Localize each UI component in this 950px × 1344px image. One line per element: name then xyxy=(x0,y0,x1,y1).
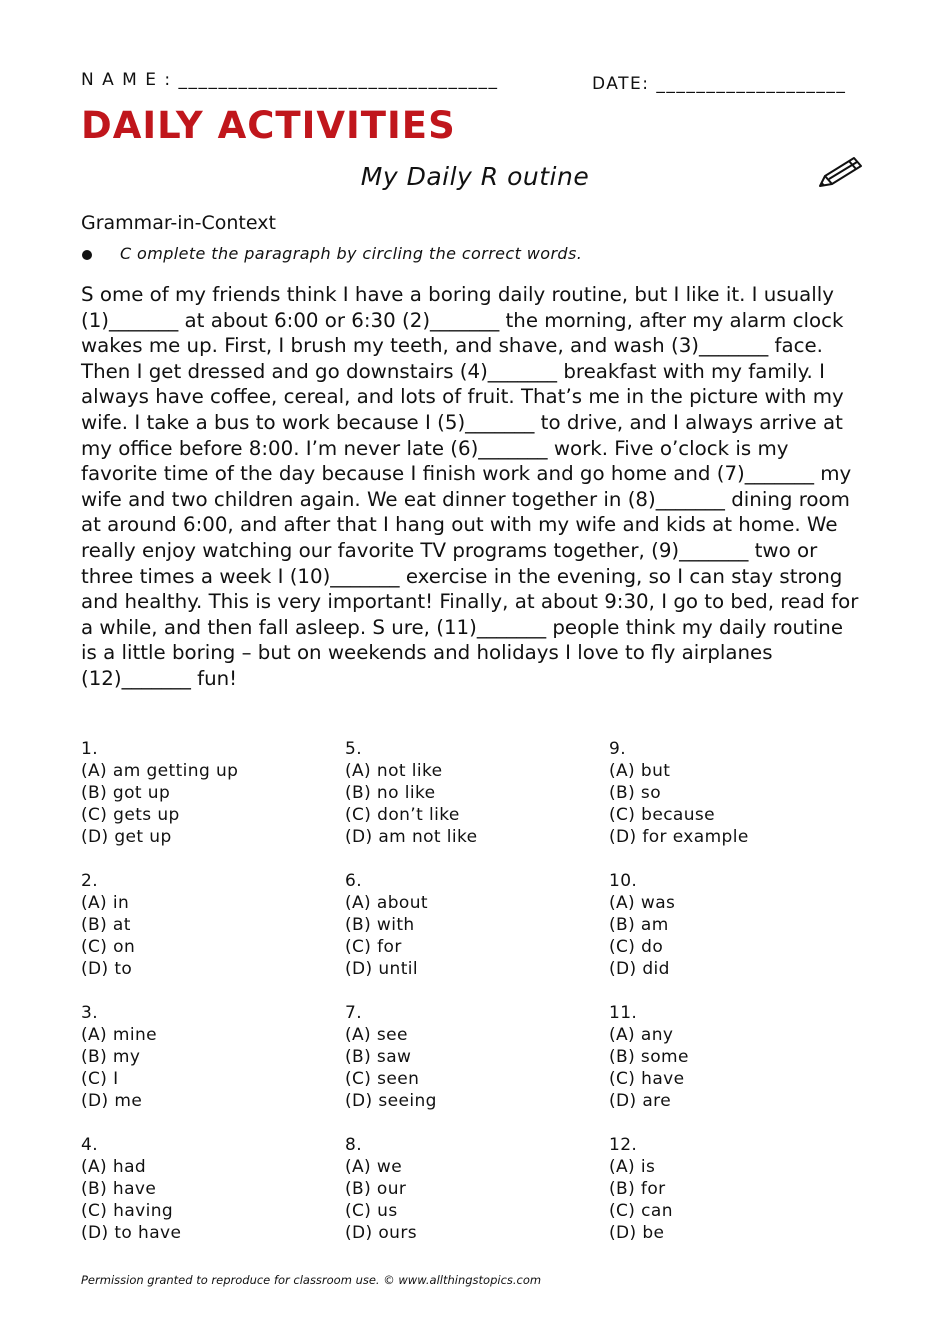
answer-option[interactable]: (B) at xyxy=(81,915,131,935)
question-item xyxy=(609,870,849,980)
date-field-label: DATE: ___________________ xyxy=(592,74,847,94)
copyright-footer: Permission granted to reproduce for classroom use. © www.allthingstopics.com xyxy=(81,1273,542,1287)
question-item xyxy=(609,738,849,848)
answer-option[interactable]: (B) for xyxy=(609,1179,666,1199)
answer-option[interactable]: (B) my xyxy=(81,1047,141,1067)
answer-option[interactable]: (C) can xyxy=(609,1201,673,1221)
answer-option[interactable]: (D) until xyxy=(345,959,419,979)
answer-option[interactable]: (C) us xyxy=(345,1201,398,1221)
answer-option[interactable]: (B) saw xyxy=(345,1047,412,1067)
answer-option[interactable]: (A) is xyxy=(609,1157,656,1177)
passage-line: wife. I take a bus to work because I (5)_______ to drive, and I always arrive at xyxy=(81,410,843,434)
name-field-label: N A M E : ________________________________ xyxy=(81,70,499,90)
bullet-icon xyxy=(82,250,92,260)
answer-option[interactable]: (B) our xyxy=(345,1179,407,1199)
answer-option[interactable]: (C) do xyxy=(609,937,664,957)
answer-option[interactable]: (C) because xyxy=(609,805,716,825)
question-number: 4. xyxy=(81,1135,99,1155)
answer-option[interactable]: (A) we xyxy=(345,1157,403,1177)
passage-line: really enjoy watching our favorite TV programs together, (9)_______ two or xyxy=(81,538,818,562)
answer-option[interactable]: (A) mine xyxy=(81,1025,158,1045)
answer-option[interactable]: (C) I xyxy=(81,1069,119,1089)
passage-line: favorite time of the day because I finish work and go home and (7)_______ my xyxy=(81,462,852,486)
passage-line: wife and two children again. We eat dinner together in (8)_______ dining room xyxy=(81,487,850,511)
passage-line: my office before 8:00. I’m never late (6)_______ work. Five o’clock is my xyxy=(81,436,789,460)
question-number: 7. xyxy=(345,1003,363,1023)
worksheet-title: DAILY ACTIVITIES xyxy=(81,104,456,147)
answer-option[interactable]: (D) am not like xyxy=(345,827,478,847)
passage-line: at around 6:00, and after that I hang out with my wife and kids at home. We xyxy=(81,513,838,537)
answer-option[interactable]: (A) was xyxy=(609,893,676,913)
answer-option[interactable]: (D) me xyxy=(81,1091,143,1111)
answer-option[interactable]: (D) seeing xyxy=(345,1091,437,1111)
answer-option[interactable]: (B) no like xyxy=(345,783,436,803)
answer-option[interactable]: (A) about xyxy=(345,893,428,913)
worksheet-subtitle: My Daily R outine xyxy=(360,162,590,191)
question-item xyxy=(345,1134,585,1244)
answer-option[interactable]: (C) don’t like xyxy=(345,805,460,825)
question-column-2 xyxy=(345,738,585,1266)
question-item xyxy=(345,738,585,848)
answer-option[interactable]: (C) have xyxy=(609,1069,685,1089)
answer-option[interactable]: (B) am xyxy=(609,915,669,935)
answer-option[interactable]: (A) but xyxy=(609,761,671,781)
question-item xyxy=(81,1002,321,1112)
answer-option[interactable]: (C) having xyxy=(81,1201,174,1221)
passage-line: always have coffee, cereal, and lots of fruit. That’s me in the picture with my xyxy=(81,385,844,409)
question-item xyxy=(81,870,321,980)
passage-line: Then I get dressed and go downstairs (4)_______ breakfast with my family. I xyxy=(81,359,825,383)
passage-line: a while, and then fall asleep. S ure, (11)_______ people think my daily routine xyxy=(81,615,844,639)
answer-option[interactable]: (A) see xyxy=(345,1025,408,1045)
question-number: 8. xyxy=(345,1135,363,1155)
question-item xyxy=(345,870,585,980)
question-item xyxy=(345,1002,585,1112)
answer-option[interactable]: (A) not like xyxy=(345,761,443,781)
passage-line: and healthy. This is very important! Finally, at about 9:30, I go to bed, read for xyxy=(81,590,859,614)
passage-line: S ome of my friends think I have a boring daily routine, but I like it. I usually xyxy=(81,283,834,306)
question-number: 1. xyxy=(81,739,99,759)
answer-option[interactable]: (A) am getting up xyxy=(81,761,239,781)
answer-option[interactable]: (D) are xyxy=(609,1091,672,1111)
answer-option[interactable]: (D) for example xyxy=(609,827,749,847)
question-column-3 xyxy=(609,738,849,1266)
answer-option[interactable]: (C) seen xyxy=(345,1069,420,1089)
question-number: 11. xyxy=(609,1003,638,1023)
answer-option[interactable]: (A) had xyxy=(81,1157,147,1177)
answer-option[interactable]: (B) with xyxy=(345,915,415,935)
question-number: 2. xyxy=(81,871,99,891)
answer-option[interactable]: (A) in xyxy=(81,893,130,913)
question-number: 3. xyxy=(81,1003,99,1023)
answer-option[interactable]: (D) get up xyxy=(81,827,172,847)
passage-line: (1)_______ at about 6:00 or 6:30 (2)_______ the morning, after my alarm clock xyxy=(81,308,844,332)
answer-option[interactable]: (B) have xyxy=(81,1179,157,1199)
question-column-1 xyxy=(81,738,321,1266)
passage-line: three times a week I (10)_______ exercise in the evening, so I can stay strong xyxy=(81,564,843,588)
section-heading: Grammar-in-Context xyxy=(81,212,276,234)
answer-option[interactable]: (B) so xyxy=(609,783,661,803)
passage-line: is a little boring – but on weekends and holidays I love to fly airplanes xyxy=(81,641,773,665)
question-number: 10. xyxy=(609,871,638,891)
instruction-text: C omplete the paragraph by circling the correct words. xyxy=(120,244,583,263)
pencil-icon xyxy=(816,152,866,192)
question-item xyxy=(81,1134,321,1244)
passage-line: wakes me up. First, I brush my teeth, and shave, and wash (3)_______ face. xyxy=(81,334,823,358)
answer-option[interactable]: (C) on xyxy=(81,937,136,957)
answer-option[interactable]: (B) got up xyxy=(81,783,171,803)
question-number: 9. xyxy=(609,739,627,759)
question-number: 5. xyxy=(345,739,363,759)
passage xyxy=(81,282,881,692)
answer-option[interactable]: (C) gets up xyxy=(81,805,180,825)
question-item xyxy=(609,1002,849,1112)
answer-option[interactable]: (D) ours xyxy=(345,1223,417,1243)
passage-line: (12)_______ fun! xyxy=(81,666,238,690)
answer-option[interactable]: (D) be xyxy=(609,1223,665,1243)
answer-option[interactable]: (D) to xyxy=(81,959,133,979)
question-number: 12. xyxy=(609,1135,638,1155)
question-number: 6. xyxy=(345,871,363,891)
answer-option[interactable]: (D) to have xyxy=(81,1223,182,1243)
question-item xyxy=(609,1134,849,1244)
question-item xyxy=(81,738,321,848)
answer-option[interactable]: (B) some xyxy=(609,1047,689,1067)
answer-option[interactable]: (A) any xyxy=(609,1025,674,1045)
answer-option[interactable]: (C) for xyxy=(345,937,402,957)
answer-option[interactable]: (D) did xyxy=(609,959,670,979)
